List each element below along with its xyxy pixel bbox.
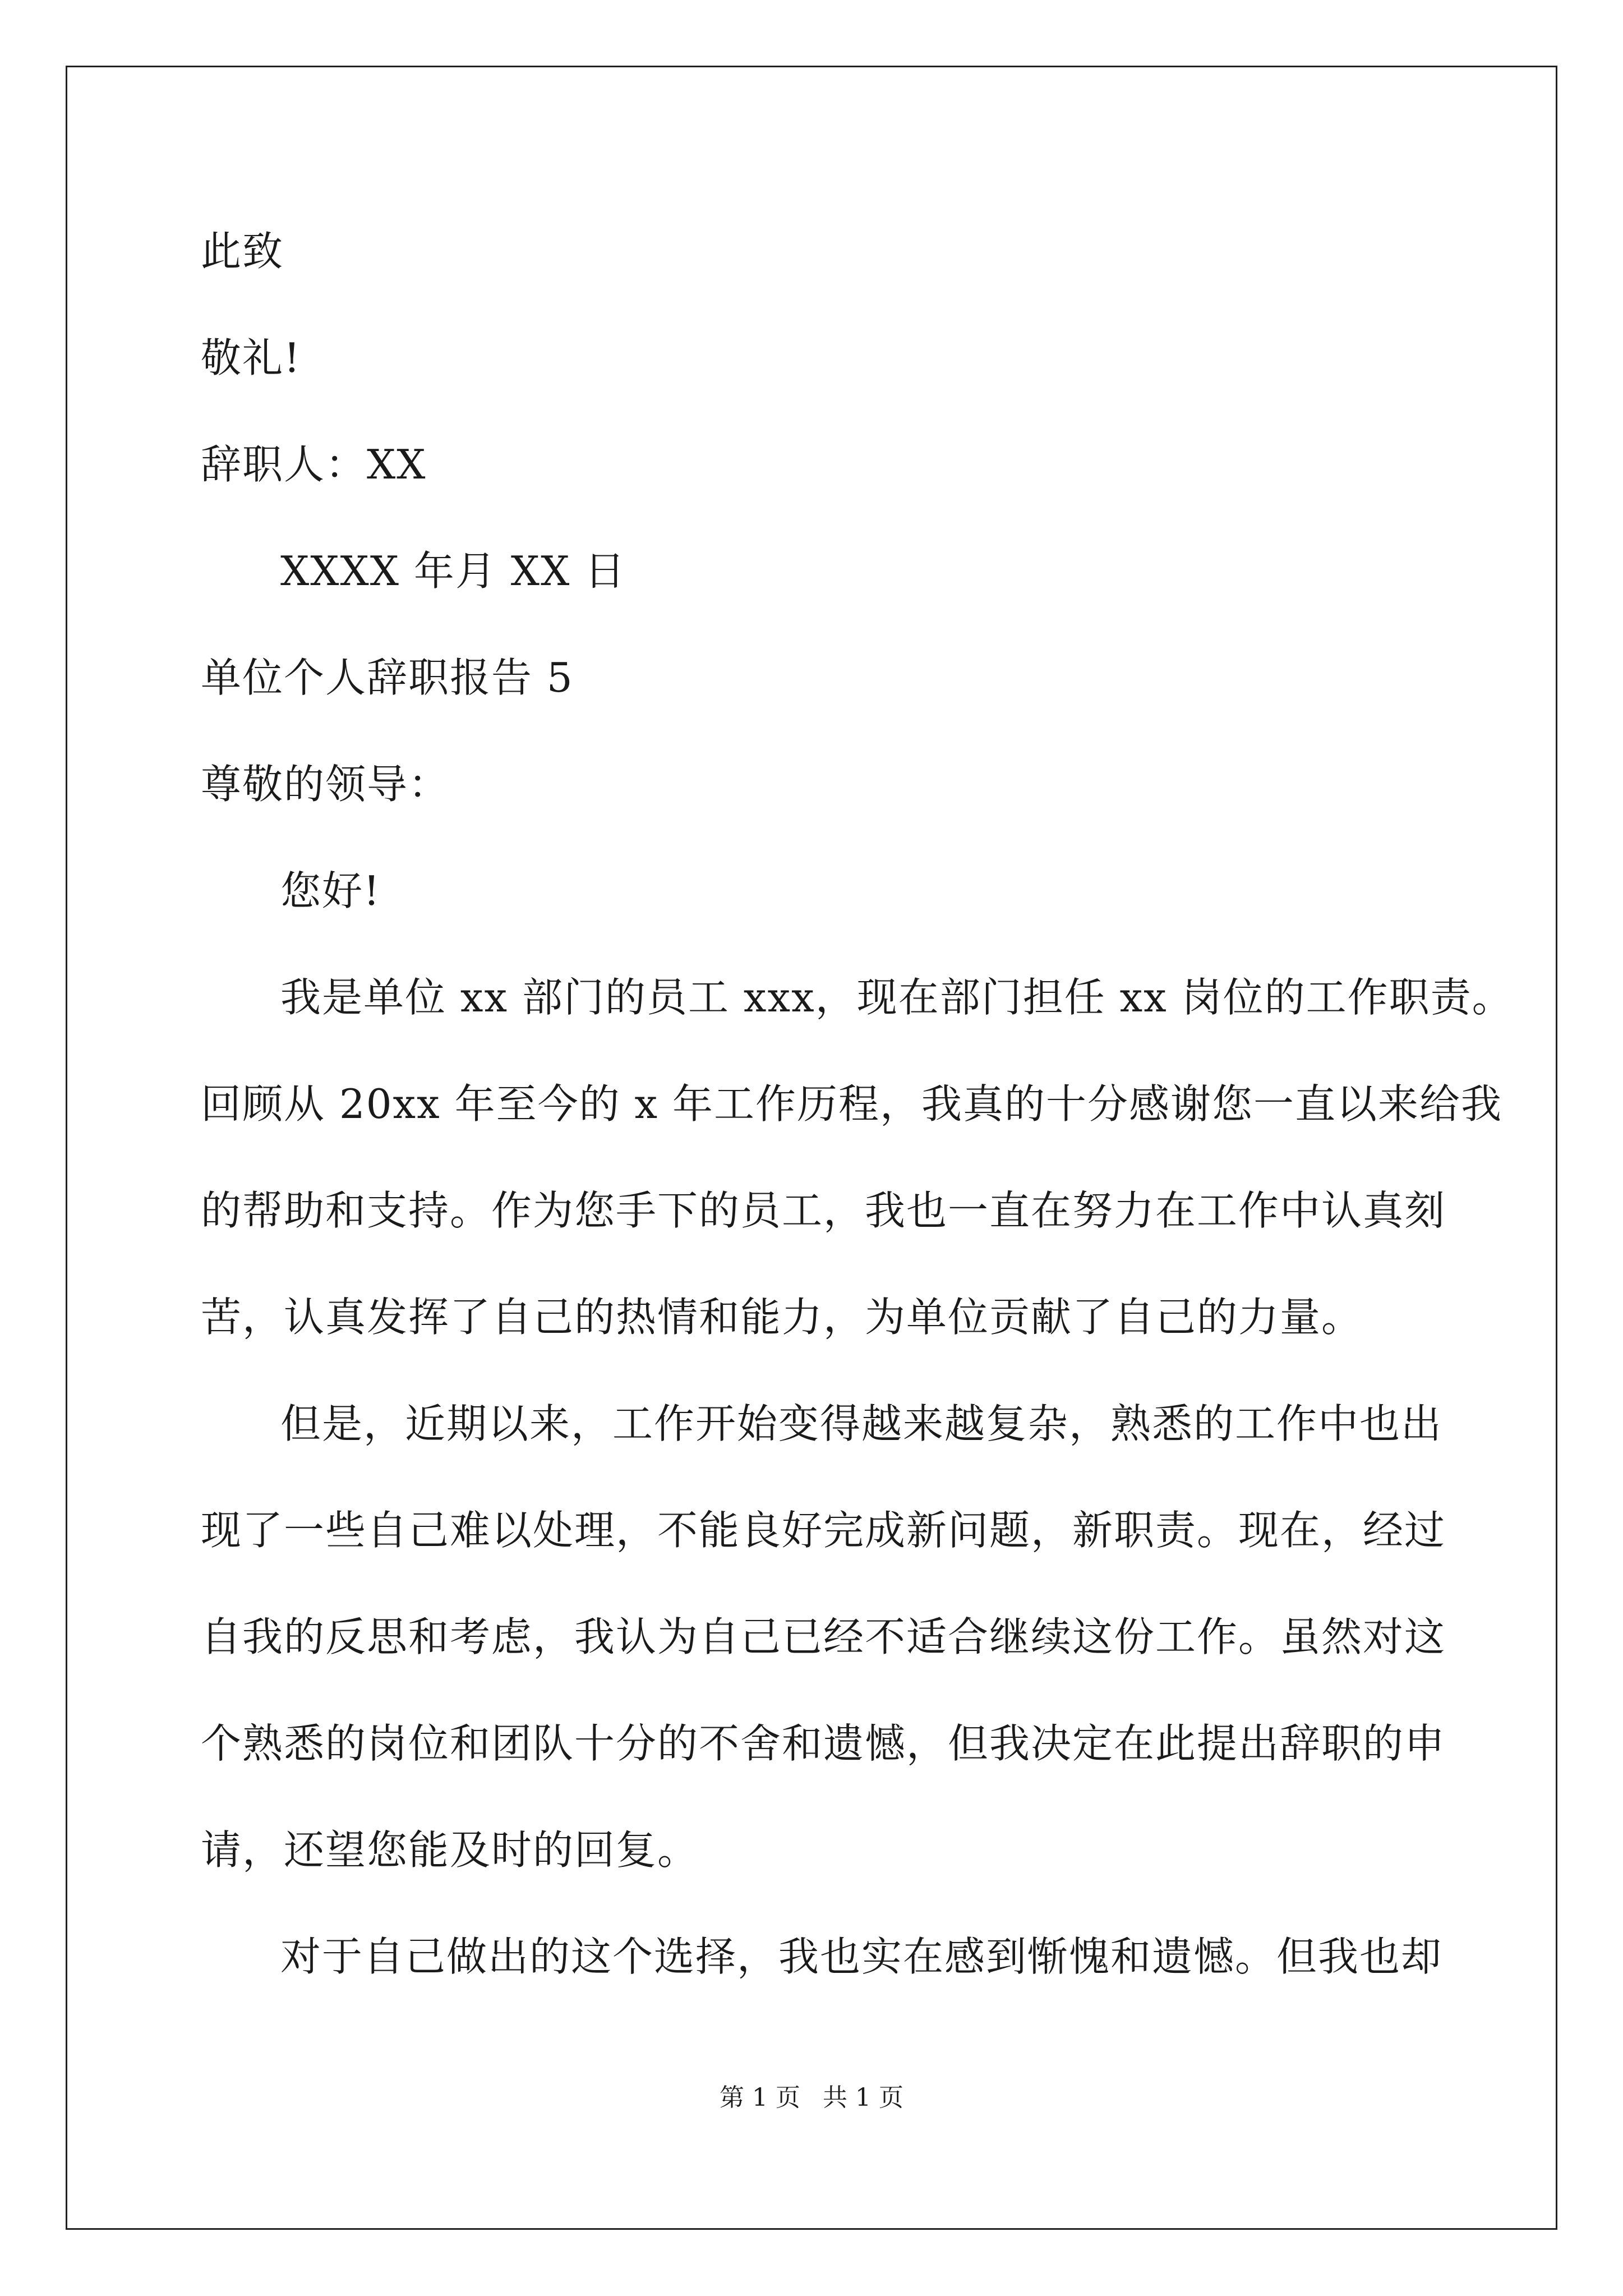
- page-footer: [0, 2081, 1623, 2115]
- page-number-total: 共 1 页: [823, 2083, 903, 2112]
- body-line: 的帮助和支持。作为您手下的员工，我也一直在努力在工作中认真刻: [201, 1187, 1446, 1234]
- letter-salutation: 尊敬的领导：: [201, 761, 450, 808]
- signature-name: 辞职人：XX: [201, 441, 427, 488]
- body-line: 苦，认真发挥了自己的热情和能力，为单位贡献了自己的力量。: [201, 1294, 1363, 1341]
- body-line: 请，还望您能及时的回复。: [201, 1826, 699, 1874]
- body-line: 我是单位 xx 部门的员工 xxx，现在部门担任 xx 岗位的工作职责。: [280, 974, 1514, 1021]
- closing-regards: 敬礼!: [201, 334, 301, 381]
- letter-greeting: 您好!: [280, 867, 381, 914]
- page-border: [66, 66, 1557, 2230]
- body-line: 回顾从 20xx 年至今的 x 年工作历程，我真的十分感谢您一直以来给我: [201, 1080, 1502, 1128]
- signature-date: XXXX 年月 XX 日: [280, 547, 626, 595]
- body-line: 现了一些自己难以处理，不能良好完成新问题，新职责。现在，经过: [201, 1507, 1446, 1554]
- body-line: 但是，近期以来，工作开始变得越来越复杂，熟悉的工作中也出: [280, 1400, 1443, 1447]
- body-line: 个熟悉的岗位和团队十分的不舍和遗憾，但我决定在此提出辞职的申: [201, 1720, 1446, 1767]
- closing-salutation: 此致: [201, 228, 284, 275]
- report-title: 单位个人辞职报告 5: [201, 654, 574, 701]
- page-number-current: 第 1 页: [720, 2083, 800, 2112]
- body-line: 自我的反思和考虑，我认为自己已经不适合继续这份工作。虽然对这: [201, 1613, 1446, 1660]
- body-line: 对于自己做出的这个选择，我也实在感到惭愧和遗憾。但我也却: [280, 1933, 1443, 1980]
